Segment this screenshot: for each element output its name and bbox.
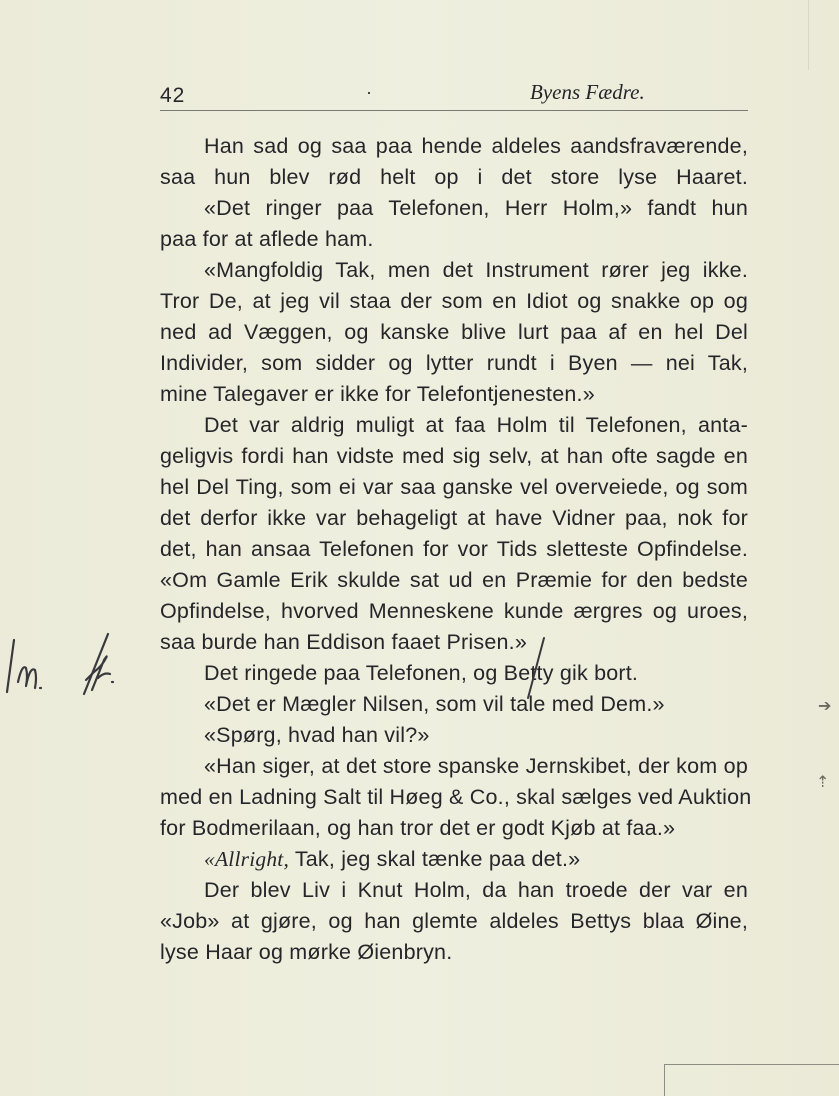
edge-mark-1: ➔ [818, 698, 832, 715]
text-line [160, 813, 748, 844]
text-line [160, 596, 748, 627]
text-line [160, 565, 748, 596]
text-line [160, 658, 748, 689]
line-text: «Mangfoldig Tak, men det Instrument rører jeg ikke. [204, 258, 748, 282]
line-text: saa burde han Eddison faaet Prisen.» [160, 630, 527, 654]
line-text: Det ringede paa Telefonen, og Betty gik bort. [204, 661, 639, 685]
line-text: Han sad og saa paa hende aldeles aandsfraværende, [204, 134, 748, 158]
text-line [160, 689, 748, 720]
italic-word: «Allright, [204, 847, 290, 871]
text-line [160, 131, 748, 162]
line-text: saa hun blev rød helt op i det store lyse Haaret. [160, 165, 748, 189]
line-text: med en Ladning Salt til Høeg & Co., skal sælges ved Auktion [160, 785, 752, 809]
text-line [160, 844, 748, 875]
line-text: Tror De, at jeg vil staa der som en Idiot og snakke op og [160, 289, 748, 313]
text-line [160, 503, 748, 534]
text-line [160, 317, 748, 348]
text-line [160, 286, 748, 317]
line-text: «Om Gamle Erik skulde sat ud en Præmie for den bedste [160, 568, 748, 592]
line-text: «Spørg, hvad han vil?» [204, 723, 430, 747]
line-text: geligvis fordi han vidste med sig selv, at han ofte sagde en [160, 444, 748, 468]
paper-edge-line [808, 0, 809, 70]
text-line [160, 751, 748, 782]
running-title: Byens Fædre. [530, 80, 645, 104]
corner-rule [664, 1064, 839, 1065]
line-text: det, han ansaa Telefonen for vor Tids sletteste Opfindelse. [160, 537, 748, 561]
text-line [160, 937, 748, 968]
text-line [160, 162, 748, 193]
body-text [160, 131, 752, 968]
line-text: det derfor ikke var behageligt at have Vidner paa, nok for [160, 506, 748, 530]
running-header [160, 78, 750, 108]
page-number: 42 [160, 84, 186, 107]
line-text: mine Talegaver er ikke for Telefontjenesten.» [160, 382, 595, 406]
text-line [160, 906, 748, 937]
text-line [160, 472, 748, 503]
text-line [160, 410, 748, 441]
line-text: hel Del Ting, som ei var saa ganske vel overveiede, og som [160, 475, 748, 499]
line-text: Opfindelse, hvorved Menneskene kunde ærgres og uroes, [160, 599, 748, 623]
header-separator: · [366, 82, 372, 102]
text-line [160, 193, 748, 224]
line-text: «Det ringer paa Telefonen, Herr Holm,» fandt hun [204, 196, 748, 220]
text-line [160, 255, 748, 286]
line-text: Individer, som sidder og lytter rundt i Byen — nei Tak, [160, 351, 748, 375]
text-line [160, 875, 748, 906]
text-line [160, 224, 748, 255]
line-text: Der blev Liv i Knut Holm, da han troede der var en [204, 878, 748, 902]
text-line [160, 348, 748, 379]
line-text: lyse Haar og mørke Øienbryn. [160, 940, 453, 964]
line-text: «Han siger, at det store spanske Jernskibet, der kom op [204, 754, 748, 778]
edge-mark-2: ⇡ [816, 774, 830, 791]
corner-rule-vertical [664, 1064, 665, 1096]
text-line [160, 782, 752, 813]
line-text: ned ad Væggen, og kanske blive lurt paa af en hel Del [160, 320, 748, 344]
pencil-slash-mark [524, 634, 548, 704]
margin-annotation-handwriting [4, 632, 134, 702]
line-text: for Bodmerilaan, og han tror det er godt Kjøb at faa.» [160, 816, 676, 840]
line-text: Tak, jeg skal tænke paa det.» [289, 847, 581, 871]
line-text: «Job» at gjøre, og han glemte aldeles Bettys blaa Øine, [160, 909, 748, 933]
line-text: «Det er Mægler Nilsen, som vil tale med Dem.» [204, 692, 665, 716]
text-line [160, 379, 748, 410]
text-line [160, 534, 748, 565]
line-text: Det var aldrig muligt at faa Holm til Telefonen, anta- [204, 413, 748, 437]
text-line [160, 627, 748, 658]
text-line [160, 720, 748, 751]
line-text: paa for at aflede ham. [160, 227, 374, 251]
header-rule [160, 110, 748, 111]
text-line [160, 441, 748, 472]
